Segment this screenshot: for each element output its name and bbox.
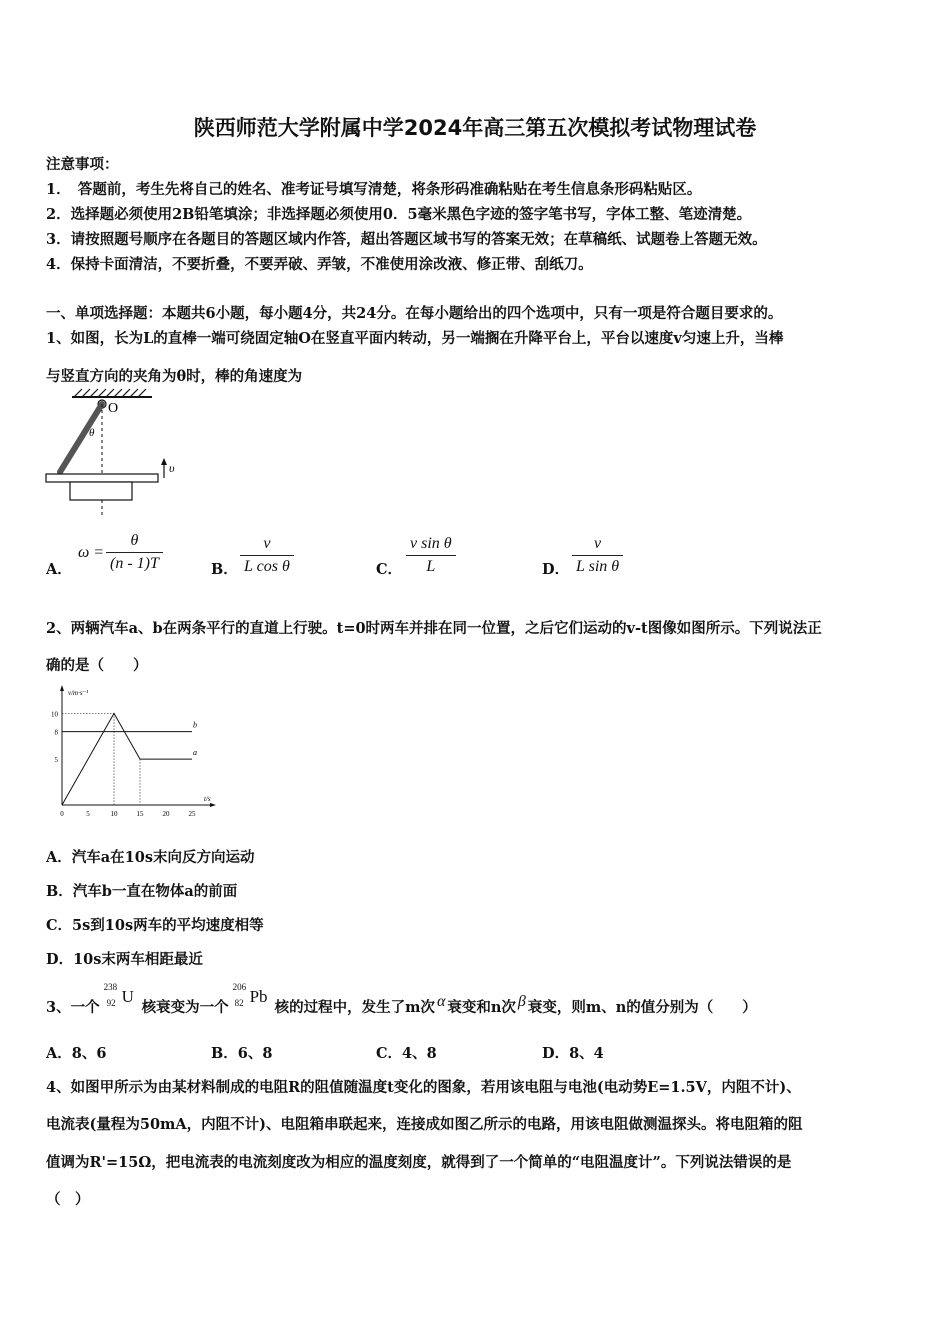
option-c-label: C． (376, 561, 403, 578)
question-2-text: 2、两辆汽车a、b在两条平行的直道上行驶。t=0时两车并排在同一位置，之后它们运动的v-t图像如图所示。下列说法正 (46, 620, 822, 637)
question-3-option: B．6、8 (211, 1045, 273, 1062)
notice-item: 2．选择题必须使用2B铅笔填涂；非选择题必须使用0．5毫米黑色字迹的签字笔书写，字体工整、笔迹清楚。 (46, 206, 752, 223)
notice-heading: 注意事项： (46, 156, 119, 173)
notice-item: 1． 答题前，考生先将自己的姓名、准考证号填写清楚，将条形码准确粘贴在考生信息条形码粘贴区。 (46, 181, 702, 198)
y-tick-label: 10 (51, 710, 58, 719)
lead-number: 82 (234, 998, 244, 1008)
notice-item: 4．保持卡面清洁，不要折叠，不要弄破、弄皱，不准使用涂改液、修正带、刮纸刀。 (46, 256, 593, 273)
question-3-option: C．4、8 (376, 1045, 437, 1062)
fraction-denominator: L sin θ (576, 558, 620, 575)
option-a-fraction (106, 532, 163, 573)
option-a-label: A． (46, 561, 72, 578)
fraction-numerator: v (263, 535, 271, 552)
uranium-isotope (100, 982, 142, 1014)
question-3-option: A．8、6 (46, 1045, 107, 1062)
x-tick-label: 20 (162, 810, 170, 818)
section-heading: 一、单项选择题：本题共6小题，每小题4分，共24分。在每小题给出的四个选项中，只有一项是符合题目要求的。 (46, 305, 783, 322)
question-2-option: D．10s末两车相距最近 (46, 951, 203, 968)
x-tick-label: 0 (60, 810, 64, 818)
notice-item: 3．请按照题号顺序在各题目的答题区域内作答，超出答题区域书写的答案无效；在草稿纸、试题卷上答题无效。 (46, 231, 767, 248)
option-c-fraction (406, 535, 456, 576)
question-3-suffix: 衰变和n次 (447, 999, 516, 1016)
question-1-text: 1、如图，长为L的直棒一端可绕固定轴O在竖直平面内转动，另一端搁在升降平台上，平台以速度v匀速上升，当棒 (46, 330, 784, 347)
fraction-denominator: L (426, 558, 436, 575)
option-b-label: B． (211, 561, 238, 578)
vt-chart (40, 683, 240, 823)
question-4-text: 电流表(量程为50mA，内阻不计)、电阻箱串联起来，连接成如图乙所示的电路，用该电阻做测温探头。将电阻箱的阻 (46, 1116, 803, 1133)
question-3-suffix: 衰变，则m、n的值分别为（ ） (527, 999, 757, 1016)
lead-isotope (229, 982, 275, 1014)
fraction-numerator: θ (130, 532, 139, 549)
question-4-text: （ ） (46, 1191, 90, 1208)
question-3-prefix: 3、一个 (46, 999, 100, 1016)
lead-mass: 206 (232, 982, 247, 992)
y-axis-arrow (60, 685, 64, 691)
x-axis-arrow (210, 803, 216, 807)
rod-platform-figure (40, 388, 180, 520)
x-tick-label: 5 (86, 810, 90, 818)
x-axis-label: t/s (204, 795, 211, 803)
fraction-numerator: v (594, 535, 602, 552)
question-2-option: B．汽车b一直在物体a的前面 (46, 883, 238, 900)
series-label-b: b (193, 720, 197, 730)
option-d-label: D． (542, 561, 570, 578)
question-2-option: A．汽车a在10s末向反方向运动 (46, 849, 255, 866)
velocity-label: υ (169, 461, 175, 475)
alpha-symbol: α (436, 993, 446, 1010)
page-title: 陕西师范大学附属中学2024年高三第五次模拟考试物理试卷 (193, 116, 757, 140)
beta-symbol: β (517, 993, 526, 1010)
option-d-fraction (572, 535, 623, 576)
fraction-denominator: L cos θ (244, 558, 290, 575)
angle-label: θ (89, 427, 95, 439)
fraction-denominator: (n - 1)T (110, 555, 159, 572)
lead-symbol: Pb (249, 987, 268, 1006)
option-b-fraction (240, 535, 294, 576)
question-3-mid: 核衰变为一个 (141, 999, 229, 1016)
question-1-text: 与竖直方向的夹角为θ时，棒的角速度为 (46, 368, 303, 385)
x-tick-label: 25 (188, 810, 196, 818)
series-line-a (62, 713, 192, 805)
uranium-number: 92 (106, 998, 116, 1008)
fraction-numerator: v sin θ (410, 535, 452, 552)
x-tick-label: 10 (110, 810, 118, 818)
question-4-text: 4、如图甲所示为由某材料制成的电阻R的阻值随温度t变化的图象，若用该电阻与电池(电动势E=1.5V，内阻不计)、 (46, 1079, 801, 1096)
question-2-option: C．5s到10s两车的平均速度相等 (46, 917, 264, 934)
y-tick-label: 5 (54, 756, 58, 765)
y-tick-label: 8 (54, 728, 58, 737)
question-3-option: D．8、4 (542, 1045, 604, 1062)
uranium-symbol: U (121, 987, 134, 1006)
omega-lhs: ω = (78, 544, 105, 561)
uranium-mass: 238 (103, 982, 118, 992)
x-tick-label: 15 (136, 810, 144, 818)
question-3-suffix: 核的过程中，发生了m次 (274, 999, 435, 1016)
pivot-label: O (108, 401, 119, 416)
y-axis-label: v/m·s⁻¹ (68, 689, 89, 697)
question-2-text: 确的是（ ） (46, 657, 148, 674)
question-4-text: 值调为R'=15Ω，把电流表的电流刻度改为相应的温度刻度，就得到了一个简单的“电阻温度计”。下列说法错误的是 (46, 1154, 792, 1171)
question-3-text (46, 982, 757, 1017)
series-label-a: a (193, 748, 197, 758)
